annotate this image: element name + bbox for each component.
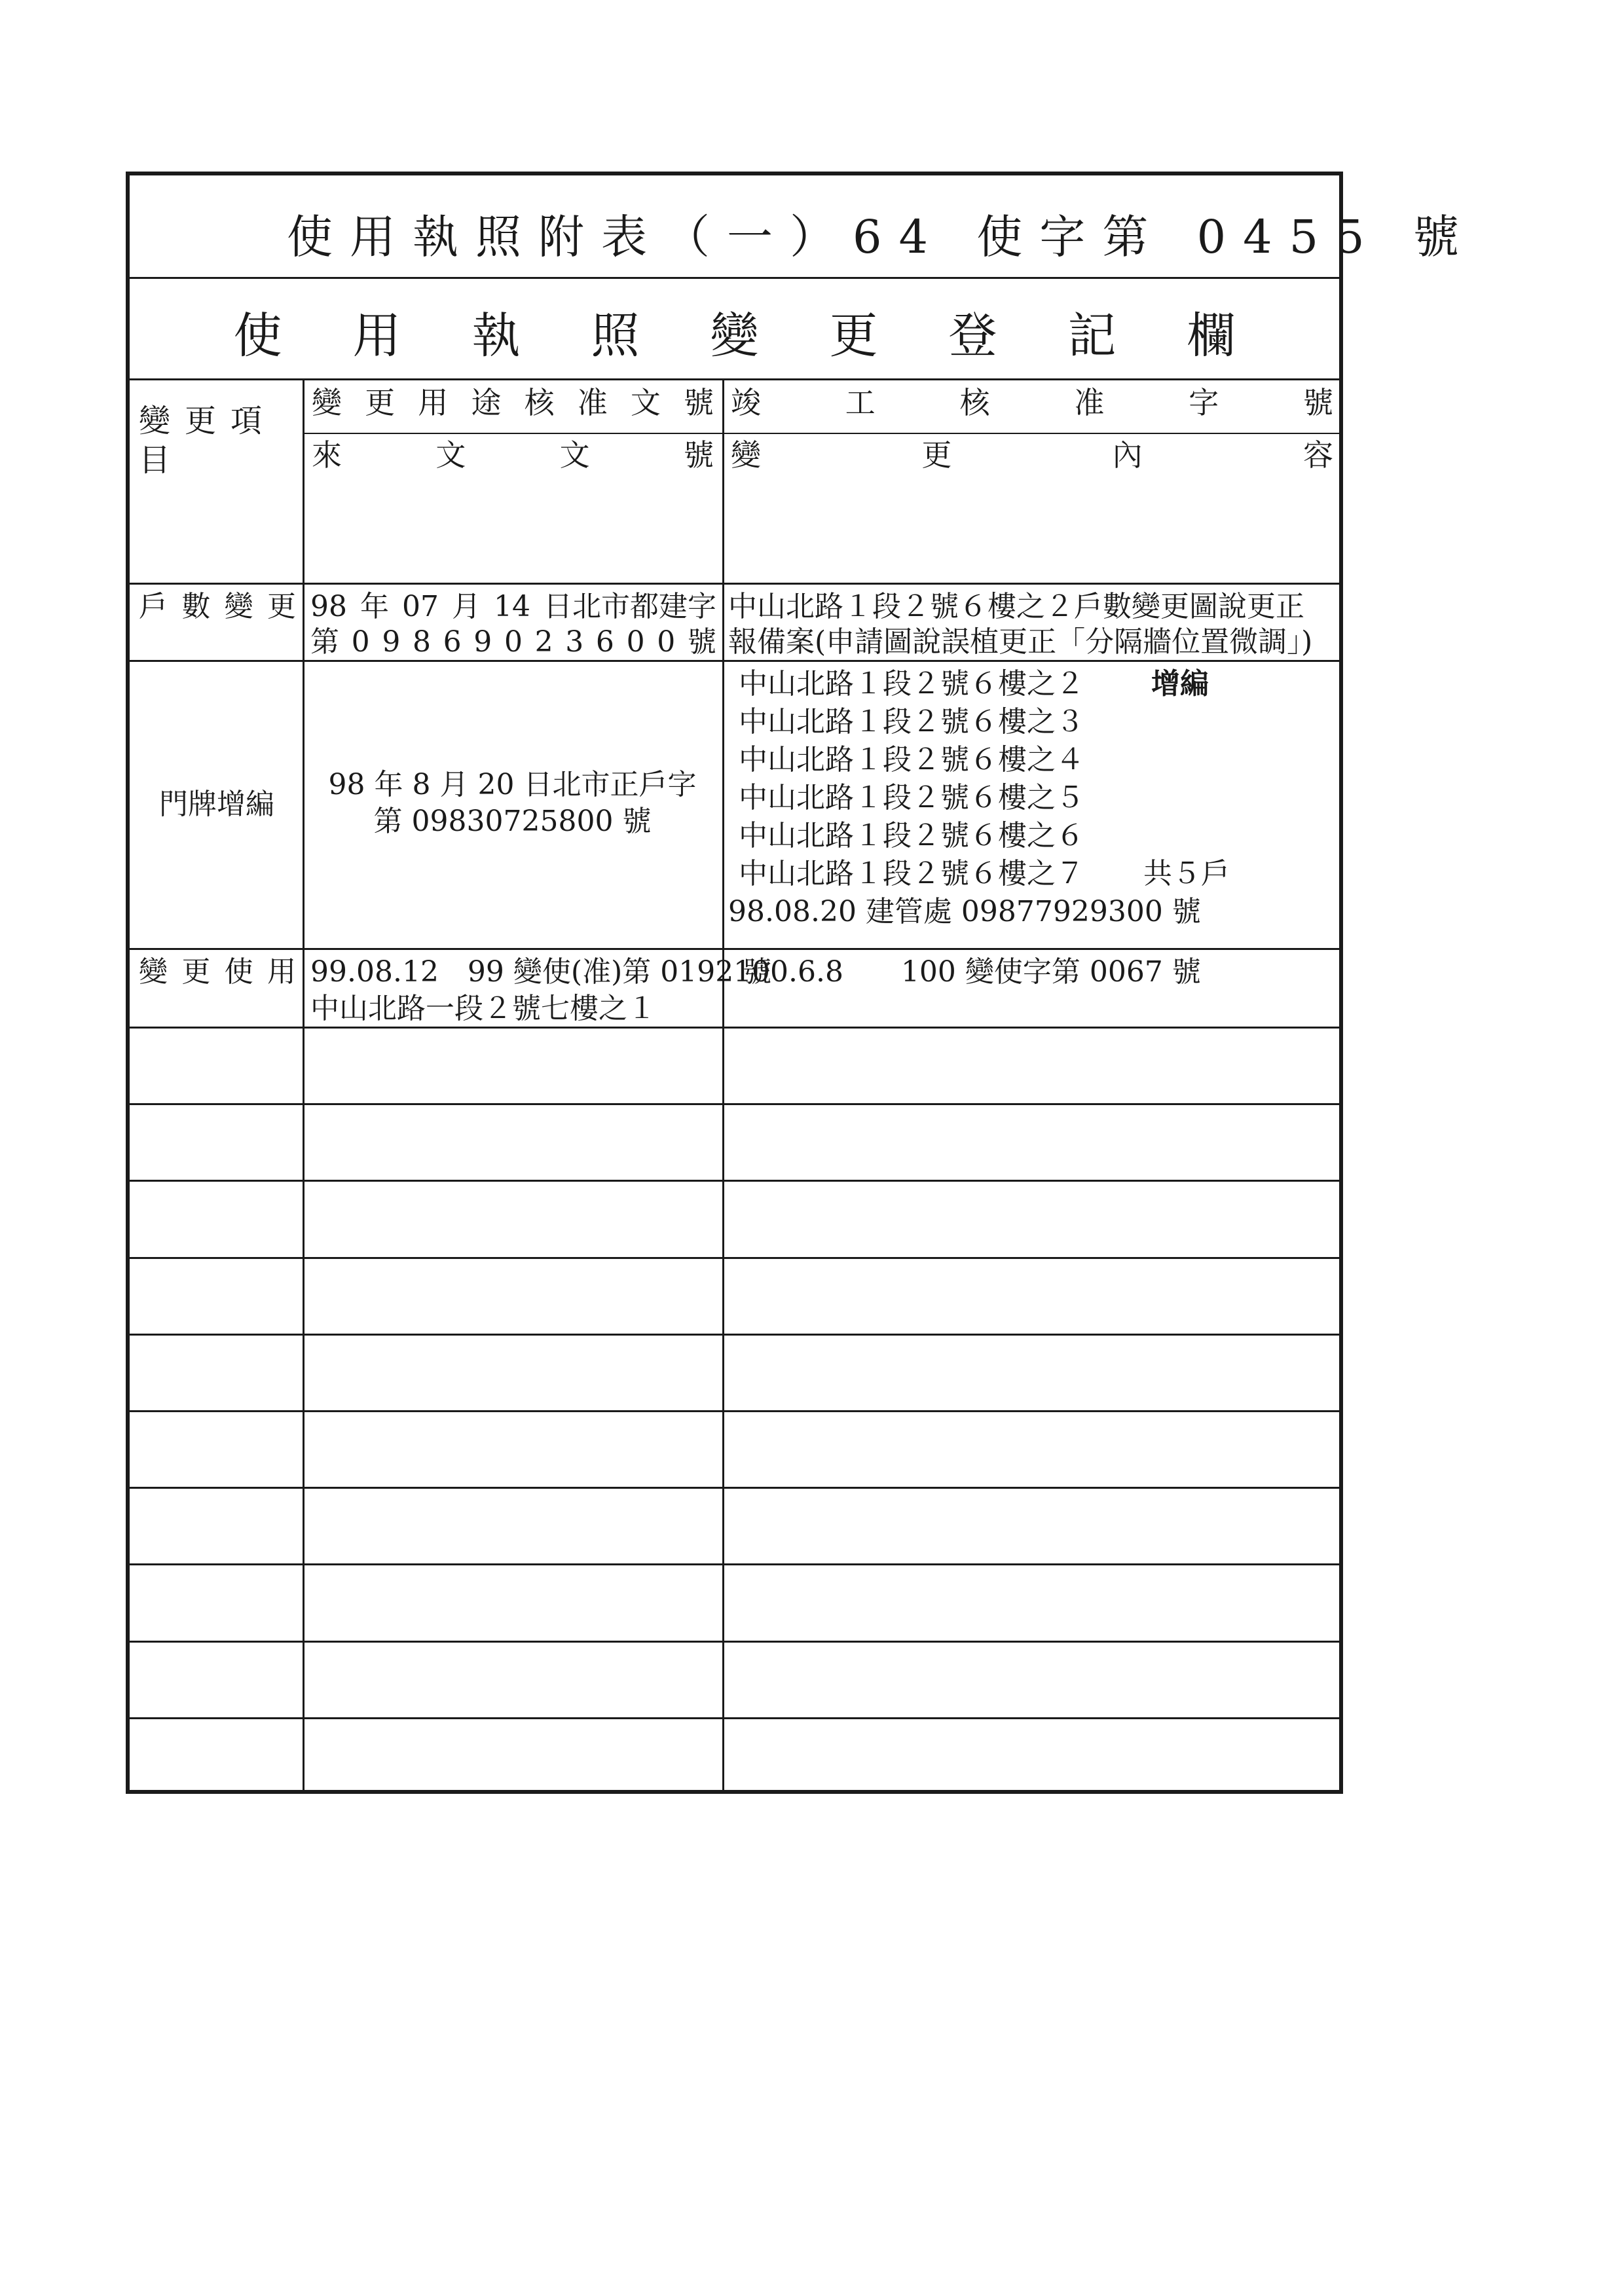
header-char: 工 bbox=[845, 385, 876, 420]
item-char: 數 bbox=[181, 590, 211, 623]
header-item-label: 變更項目 bbox=[139, 403, 277, 479]
approval-token: 號 bbox=[687, 625, 716, 659]
approval-token: 0 bbox=[657, 625, 676, 659]
approval-token: 6 bbox=[595, 625, 614, 659]
header-char: 容 bbox=[1302, 437, 1333, 473]
column-divider-1 bbox=[303, 380, 304, 1794]
header-completion-no bbox=[731, 384, 1333, 422]
header-char: 來 bbox=[312, 437, 342, 473]
row1-content-line2: 報備案(申請圖說誤植更正「分隔牆位置微調」) bbox=[728, 625, 1313, 659]
approval-token: 98 bbox=[310, 590, 347, 623]
document-title: 使用執照附表（一）64 使字第 0455 號 bbox=[287, 210, 1476, 264]
row3-item bbox=[139, 953, 296, 991]
header-char: 文 bbox=[630, 385, 661, 420]
blank-row-divider bbox=[130, 1563, 1339, 1565]
row2-content-footer: 98.08.20 建管處 09877929300 號 bbox=[728, 895, 1201, 928]
header-char: 文 bbox=[435, 437, 466, 473]
blank-row-divider bbox=[130, 1717, 1339, 1719]
header-char: 竣 bbox=[731, 385, 761, 420]
approval-token: 2 bbox=[534, 625, 553, 659]
blank-row-divider bbox=[130, 1257, 1339, 1259]
blank-row-divider bbox=[130, 1103, 1339, 1105]
header-char: 文 bbox=[559, 437, 590, 473]
header-char: 核 bbox=[524, 385, 555, 420]
header-char: 字 bbox=[1189, 385, 1219, 420]
approval-token: 年 bbox=[360, 590, 389, 623]
item-char: 變 bbox=[139, 955, 168, 989]
header-char: 核 bbox=[959, 385, 990, 420]
row3-approval-line1: 99.08.12 99 變使(准)第 0192 號 bbox=[310, 955, 772, 989]
row2-added-tag: 增編 bbox=[1151, 667, 1209, 701]
approval-token: 9 bbox=[473, 625, 492, 659]
item-char: 變 bbox=[224, 590, 253, 623]
blank-row-divider bbox=[130, 1487, 1339, 1489]
header-approval-no bbox=[312, 384, 714, 422]
blank-row-divider bbox=[130, 1180, 1339, 1182]
header-char: 變 bbox=[312, 385, 342, 420]
section-title: 使用執照變更登記欄 bbox=[233, 308, 1306, 364]
section-title-row bbox=[130, 279, 1339, 380]
item-char: 更 bbox=[267, 590, 296, 623]
header-char: 號 bbox=[1302, 385, 1333, 420]
approval-token: 6 bbox=[443, 625, 462, 659]
row1-item bbox=[139, 588, 296, 626]
row2-approval-line2: 第 09830725800 號 bbox=[373, 805, 652, 838]
row-divider bbox=[130, 948, 1339, 950]
approval-token: 0 bbox=[504, 625, 523, 659]
approval-token: 第 bbox=[310, 625, 339, 659]
header-char: 變 bbox=[731, 437, 761, 473]
column-divider-2 bbox=[722, 380, 724, 1794]
row2-content-line: 中山北路１段２號６樓之５ bbox=[739, 781, 1084, 814]
approval-token: 07 bbox=[402, 590, 439, 623]
row1-content-line1: 中山北路１段２號６樓之２戶數變更圖說更正 bbox=[728, 590, 1304, 623]
blank-row-divider bbox=[130, 1410, 1339, 1412]
header-char: 內 bbox=[1112, 437, 1143, 473]
row-divider bbox=[130, 583, 1339, 585]
item-char: 戶 bbox=[139, 590, 168, 623]
row2-content-line: 中山北路１段２號６樓之２ bbox=[739, 667, 1084, 701]
approval-token: 9 bbox=[382, 625, 401, 659]
approval-token: 日北市都建字 bbox=[544, 590, 716, 623]
row3-content-line1: 100.6.8 100 變使字第 0067 號 bbox=[733, 955, 1201, 989]
row2-content-line: 中山北路１段２號６樓之７ bbox=[739, 857, 1084, 890]
row2-content-line: 中山北路１段２號６樓之４ bbox=[739, 743, 1084, 776]
header-char: 准 bbox=[1074, 385, 1105, 420]
header-char: 更 bbox=[365, 385, 396, 420]
approval-token: 8 bbox=[412, 625, 431, 659]
form-title-row bbox=[130, 175, 1476, 279]
header-char: 號 bbox=[683, 385, 714, 420]
approval-token: 月 bbox=[452, 590, 481, 623]
header-change-content bbox=[731, 436, 1333, 474]
row2-content-line: 中山北路１段２號６樓之６ bbox=[739, 819, 1084, 852]
header-source-no bbox=[312, 436, 714, 474]
item-char: 更 bbox=[181, 955, 211, 989]
blank-row-divider bbox=[130, 1641, 1339, 1643]
header-char: 准 bbox=[577, 385, 608, 420]
approval-token: 0 bbox=[351, 625, 370, 659]
item-char: 使 bbox=[224, 955, 253, 989]
row3-approval-line2: 中山北路一段２號七樓之１ bbox=[310, 992, 656, 1025]
approval-token: 3 bbox=[565, 625, 584, 659]
header-char: 用 bbox=[418, 385, 449, 420]
usage-permit-change-form bbox=[126, 172, 1476, 1794]
header-char: 更 bbox=[921, 437, 952, 473]
row2-total-tag: 共５戶 bbox=[1143, 857, 1230, 890]
approval-token: 0 bbox=[626, 625, 645, 659]
approval-token: 14 bbox=[494, 590, 530, 623]
item-char: 用 bbox=[267, 955, 296, 989]
row2-content-line: 中山北路１段２號６樓之３ bbox=[739, 705, 1084, 738]
header-char: 號 bbox=[683, 437, 714, 473]
row1-approval-line1 bbox=[310, 588, 716, 626]
row2-item: 門牌增編 bbox=[159, 788, 274, 821]
row1-approval-line2 bbox=[310, 623, 716, 661]
row2-approval-line1: 98 年 8 月 20 日北市正戶字 bbox=[328, 768, 697, 801]
blank-row-divider bbox=[130, 1334, 1339, 1336]
header-char: 途 bbox=[471, 385, 502, 420]
header-sub-divider bbox=[304, 433, 1339, 434]
